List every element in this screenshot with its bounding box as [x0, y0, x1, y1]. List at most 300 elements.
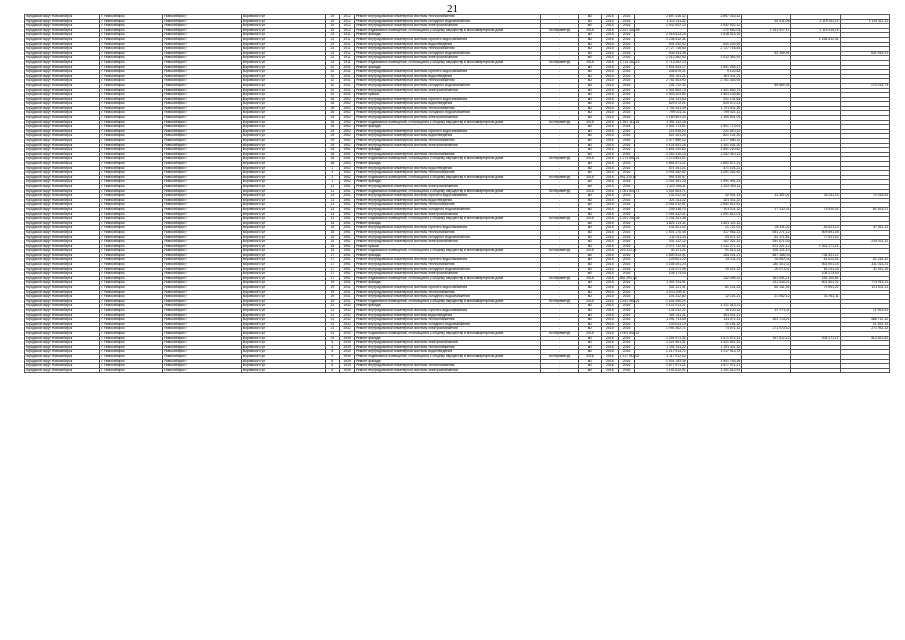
table-cell: 1951: [340, 207, 355, 212]
table-cell: Воровского ул: [241, 217, 325, 222]
table-cell: м2: [578, 327, 601, 332]
table-cell: м2: [578, 74, 601, 79]
table-cell: 1931: [340, 65, 355, 70]
table-cell: по периметру: [541, 217, 579, 222]
table-cell: городской округ Новосибирск: [25, 42, 100, 47]
table-cell: 41 011,14: [791, 194, 840, 199]
table-cell: Ремонт внутридомовой инженерной системы водоотведения: [354, 134, 540, 139]
table-cell: 19: [325, 290, 340, 295]
table-cell: 29 311,22: [742, 226, 791, 231]
table-cell: городской округ Новосибирск: [25, 336, 100, 341]
table-cell: м2: [578, 322, 601, 327]
table-cell: -: [541, 171, 579, 176]
table-cell: 1 002 171,21: [791, 244, 840, 249]
table-cell: м2: [578, 15, 601, 20]
table-cell: м2: [578, 359, 601, 364]
table-cell: Воровского ул: [241, 198, 325, 203]
table-cell: Ремонт фасада: [354, 148, 540, 153]
table-cell: 235 675,21: [635, 70, 687, 75]
table-cell: 26: [325, 125, 340, 130]
table-cell: 2015: [601, 258, 618, 263]
table-cell: 2015: [578, 276, 601, 281]
table-cell: Воровского ул: [241, 368, 325, 373]
table-cell: 32: [325, 74, 340, 79]
table-cell: Новосибирск г: [163, 258, 242, 263]
table-cell: -: [541, 345, 579, 350]
table-cell: г. Новосибирск: [100, 235, 163, 240]
table-cell: г. Новосибирск: [100, 226, 163, 231]
table-cell: городской округ Новосибирск: [25, 129, 100, 134]
table-cell: 531 232,92: [687, 42, 741, 47]
table-cell: 2015: [578, 189, 601, 194]
table-cell: 2016: [618, 226, 635, 231]
table-cell: 2016: [618, 230, 635, 235]
table-cell: Воровского ул: [241, 290, 325, 295]
table-cell: 52 171,51: [742, 235, 791, 240]
table-cell: 1931: [340, 83, 355, 88]
table-cell: 1 901 753,39: [687, 359, 741, 364]
table-cell: 1952: [340, 134, 355, 139]
table-cell: 1 119 311,12: [840, 19, 889, 24]
table-cell: 101 211,12: [687, 207, 741, 212]
table-cell: 221 510,23: [687, 129, 741, 134]
table-cell: г. Новосибирск: [100, 345, 163, 350]
table-cell: 1911: [340, 33, 355, 38]
table-cell: г. Новосибирск: [100, 15, 163, 20]
table-cell: Воровского ул: [241, 354, 325, 359]
table-cell: 15: [325, 235, 340, 240]
table-cell: 29: [325, 139, 340, 144]
table-cell: 2016: [618, 134, 635, 139]
table-cell: 2015: [601, 253, 618, 258]
table-cell: 1 121 013,21: [635, 304, 687, 309]
table-cell: 2016: [618, 143, 635, 148]
table-cell: городской округ Новосибирск: [25, 184, 100, 189]
table-cell: Ремонт фасада: [354, 281, 540, 286]
table-cell: 1912: [340, 19, 355, 24]
table-cell: м2: [578, 102, 601, 107]
table-cell: Новосибирск г: [163, 97, 242, 102]
table-cell: г. Новосибирск: [100, 359, 163, 364]
table-cell: 2 918 513,19: [635, 33, 687, 38]
table-cell: 773 914,11: [840, 281, 889, 286]
table-cell: -: [541, 272, 579, 277]
table-cell: 2 091 012,51: [687, 203, 741, 208]
table-cell: 2015: [601, 240, 618, 245]
table-cell: 1951: [340, 221, 355, 226]
table-cell: Ремонт фасада: [354, 359, 540, 364]
table-cell: 2015: [578, 120, 601, 125]
table-cell: 1 121 013,21: [687, 304, 741, 309]
table-cell: Воровского ул: [241, 24, 325, 29]
table-cell: 131 071,05: [635, 267, 687, 272]
table-cell: Ремонт фасада: [354, 180, 540, 185]
table-cell: 1 901 533,17: [635, 65, 687, 70]
table-cell: -: [541, 102, 579, 107]
table-cell: Ремонт фасада: [354, 162, 540, 167]
table-cell: Ремонт внутридомовой инженерной системы холодного водоснабжения: [354, 322, 540, 327]
table-cell: -: [541, 235, 579, 240]
table-cell: 17: [325, 253, 340, 258]
table-cell: 1951: [340, 157, 355, 162]
table-cell: Ремонт внутридомовой инженерной системы теплоснабжения: [354, 171, 540, 176]
table-cell: 2016: [618, 244, 635, 249]
table-cell: Воровского ул: [241, 331, 325, 336]
table-cell: Воровского ул: [241, 166, 325, 171]
table-cell: Новосибирск г: [163, 166, 242, 171]
table-cell: [742, 368, 791, 373]
table-cell: 21: [325, 331, 340, 336]
table-cell: -: [541, 15, 579, 20]
table-cell: 1 160 501,03: [687, 116, 741, 121]
table-cell: 2 751 303,93: [635, 79, 687, 84]
table-cell: -: [541, 240, 579, 245]
table-cell: городской округ Новосибирск: [25, 74, 100, 79]
table-cell: -: [541, 258, 579, 263]
table-cell: г. Новосибирск: [100, 295, 163, 300]
table-cell: Ремонт внутридомовой инженерной системы теплоснабжения: [354, 106, 540, 111]
table-body: [25, 15, 890, 373]
table-cell: 19 211,21: [687, 258, 741, 263]
table-cell: 1951: [340, 194, 355, 199]
table-cell: городской округ Новосибирск: [25, 120, 100, 125]
table-cell: 1 691 220,62: [635, 148, 687, 153]
table-cell: 1951: [340, 198, 355, 203]
table-cell: 21: [325, 318, 340, 323]
table-cell: м2: [578, 93, 601, 98]
table-cell: Ремонт внутридомовой инженерной системы водоотведения: [354, 42, 540, 47]
table-cell: 2 071 712,52: [635, 244, 687, 249]
table-cell: Новосибирск г: [163, 226, 242, 231]
table-cell: городской округ Новосибирск: [25, 88, 100, 93]
table-cell: Воровского ул: [241, 180, 325, 185]
table-cell: м2: [578, 253, 601, 258]
table-cell: Новосибирск г: [163, 368, 242, 373]
table-cell: -: [541, 74, 579, 79]
table-cell: 991 310,97: [619, 174, 637, 179]
table-cell: Ремонт внутридомовой инженерной системы электроснабжения: [354, 56, 540, 61]
table-cell: городской округ Новосибирск: [25, 33, 100, 38]
table-cell: г. Новосибирск: [100, 60, 163, 65]
table-cell: Новосибирск г: [163, 93, 242, 98]
table-cell: м2: [578, 79, 601, 84]
table-cell: 131 071,11: [687, 318, 741, 323]
table-cell: Воровского ул: [241, 359, 325, 364]
table-cell: 1 391 112,15: [619, 119, 640, 124]
table-cell: Ремонт подвальных помещений, относящихся к общему имуществу в многоквартирном доме: [354, 60, 540, 65]
table-cell: Ремонт внутридомовой инженерной системы горячего водоснабжения: [354, 97, 540, 102]
table-cell: г. Новосибирск: [100, 33, 163, 38]
table-cell: г. Новосибирск: [100, 19, 163, 24]
table-cell: 2016: [618, 207, 635, 212]
table-cell: -: [541, 24, 579, 29]
table-cell: 2015: [601, 194, 618, 199]
table-row: [25, 368, 890, 373]
table-cell: 2016: [618, 322, 635, 327]
table-cell: 471 101,21: [687, 166, 741, 171]
table-cell: 301 011,21: [687, 313, 741, 318]
table-cell: Новосибирск г: [163, 134, 242, 139]
table-cell: м2: [578, 207, 601, 212]
table-cell: 2016: [618, 152, 635, 157]
table-cell: Ремонт подвальных помещений, относящихся к общему имуществу в многоквартирном доме: [354, 276, 540, 281]
table-cell: городской округ Новосибирск: [25, 70, 100, 75]
table-cell: 2015: [601, 15, 618, 20]
table-cell: Воровского ул: [241, 207, 325, 212]
table-cell: 13: [325, 194, 340, 199]
table-cell: 2015: [601, 24, 618, 29]
table-cell: 1952: [340, 143, 355, 148]
table-cell: Новосибирск г: [163, 276, 242, 281]
table-cell: 1 101 531,20: [635, 143, 687, 148]
table-cell: -: [541, 281, 579, 286]
table-cell: 13: [325, 207, 340, 212]
table-cell: 1 600 513,01: [635, 253, 687, 258]
table-cell: м2: [578, 318, 601, 323]
table-cell: Воровского ул: [241, 318, 325, 323]
table-cell: 1931: [340, 290, 355, 295]
table-cell: Воровского ул: [241, 37, 325, 42]
table-cell: м2: [578, 65, 601, 70]
table-cell: 1951: [340, 240, 355, 245]
table-cell: Ремонт внутридомовой инженерной системы электроснабжения: [354, 116, 540, 121]
table-cell: 531 232,92: [635, 42, 687, 47]
table-cell: городской округ Новосибирск: [25, 267, 100, 272]
table-cell: м2: [578, 230, 601, 235]
table-cell: 2015: [601, 83, 618, 88]
table-cell: 1939: [340, 359, 355, 364]
table-cell: 2016: [601, 157, 618, 162]
table-cell: 1952: [340, 125, 355, 130]
table-cell: 2015: [601, 203, 618, 208]
table-cell: -: [541, 125, 579, 130]
table-cell: 1 713 202,13: [635, 60, 687, 65]
table-cell: 17: [325, 276, 340, 281]
table-cell: г. Новосибирск: [100, 263, 163, 268]
table-cell: г. Новосибирск: [100, 139, 163, 144]
table-cell: Воровского ул: [241, 143, 325, 148]
table-cell: г. Новосибирск: [100, 194, 163, 199]
table-cell: Новосибирск г: [163, 212, 242, 217]
table-cell: Новосибирск г: [163, 240, 242, 245]
table-cell: 2015: [601, 313, 618, 318]
table-cell: 19: [325, 28, 340, 33]
table-cell: г. Новосибирск: [100, 65, 163, 70]
table-cell: 2016: [618, 70, 635, 75]
table-cell: Ремонт внутридомовой инженерной системы горячего водоснабжения: [354, 70, 540, 75]
table-cell: Воровского ул: [241, 120, 325, 125]
table-cell: Воровского ул: [241, 304, 325, 309]
table-cell: по периметру: [541, 28, 579, 33]
table-cell: 2015: [578, 249, 601, 254]
table-cell: Ремонт подвальных помещений, относящихся к общему имуществу в многоквартирном доме: [354, 189, 540, 194]
table-cell: 1952: [340, 116, 355, 121]
table-cell: г. Новосибирск: [100, 175, 163, 180]
table-cell: 19: [325, 281, 340, 286]
table-cell: 1 713 202,13: [619, 59, 640, 64]
table-cell: 1 477 580,12: [635, 139, 687, 144]
table-cell: 1952: [340, 111, 355, 116]
table-cell: Ремонт фасада: [354, 65, 540, 70]
table-cell: Новосибирск г: [163, 341, 242, 346]
table-cell: Новосибирск г: [163, 148, 242, 153]
table-cell: -: [541, 230, 579, 235]
table-cell: Ремонт внутридомовой инженерной системы теплоснабжения: [354, 47, 540, 52]
table-cell: 2016: [618, 304, 635, 309]
table-cell: 131 012,32: [635, 194, 687, 199]
table-cell: -: [541, 359, 579, 364]
table-cell: 26: [325, 120, 340, 125]
table-cell: -: [541, 184, 579, 189]
table-cell: м2: [578, 180, 601, 185]
table-cell: 2016: [618, 341, 635, 346]
table-cell: -: [541, 70, 579, 75]
table-cell: 1 531 990,21: [635, 299, 687, 304]
table-cell: 2016: [601, 345, 618, 350]
table-cell: 1 091 332,52: [635, 171, 687, 176]
table-cell: Воровского ул: [241, 15, 325, 20]
table-cell: 6: [325, 368, 340, 373]
table-cell: 1932: [340, 318, 355, 323]
table-cell: Ремонт подвальных помещений, относящихся к общему имуществу в многоквартирном доме: [354, 120, 540, 125]
table-cell: г. Новосибирск: [100, 166, 163, 171]
table-cell: 19: [325, 24, 340, 29]
table-cell: 1 291 711,53: [635, 318, 687, 323]
table-cell: Новосибирск г: [163, 221, 242, 226]
table-cell: 211 011,33: [635, 235, 687, 240]
table-cell: 5: [325, 341, 340, 346]
table-cell: Воровского ул: [241, 221, 325, 226]
table-cell: -: [541, 295, 579, 300]
table-cell: 1932: [340, 327, 355, 332]
table-cell: Новосибирск г: [163, 83, 242, 88]
table-cell: Новосибирск г: [163, 313, 242, 318]
table-cell: 1912: [340, 15, 355, 20]
table-cell: 1 291 071,32: [635, 336, 687, 341]
table-cell: 2016: [618, 290, 635, 295]
table-cell: городской округ Новосибирск: [25, 350, 100, 355]
table-cell: 231 030,21: [742, 281, 791, 286]
table-cell: Воровского ул: [241, 139, 325, 144]
table-cell: 21 721,01: [687, 226, 741, 231]
table-cell: м2: [578, 272, 601, 277]
table-cell: 21 082,12: [742, 295, 791, 300]
table-cell: Новосибирск г: [163, 129, 242, 134]
table-cell: 2016: [618, 235, 635, 240]
table-cell: г. Новосибирск: [100, 336, 163, 341]
table-cell: Новосибирск г: [163, 106, 242, 111]
table-cell: 2015: [601, 327, 618, 332]
table-cell: Ремонт внутридомовой инженерной системы холодного водоснабжения: [354, 267, 540, 272]
table-cell: Воровского ул: [241, 79, 325, 84]
table-cell: 321 311,22: [687, 198, 741, 203]
table-cell: Новосибирск г: [163, 180, 242, 185]
table-cell: 2015: [601, 70, 618, 75]
table-cell: городской округ Новосибирск: [25, 313, 100, 318]
table-cell: 1 891 571,21: [687, 162, 741, 167]
table-cell: 19: [325, 299, 340, 304]
table-cell: г. Новосибирск: [100, 198, 163, 203]
table-cell: 2015: [601, 244, 618, 249]
table-cell: Ремонт подвальных помещений, относящихся к общему имуществу в многоквартирном доме: [354, 331, 540, 336]
table-cell: 1951: [340, 217, 355, 222]
table-cell: 1 932 522,12: [687, 24, 741, 29]
table-cell: 2015: [578, 217, 601, 222]
table-cell: г. Новосибирск: [100, 304, 163, 309]
table-cell: г. Новосибирск: [100, 253, 163, 258]
table-cell: 28: [325, 157, 340, 162]
table-cell: г. Новосибирск: [100, 129, 163, 134]
table-cell: 2015: [601, 304, 618, 309]
table-cell: 2015: [578, 60, 601, 65]
table-cell: -: [541, 327, 579, 332]
table-cell: по периметру: [541, 189, 579, 194]
table-cell: 1 001 511,12: [619, 330, 640, 335]
table-cell: 1 091 332,52: [687, 171, 741, 176]
table-cell: Воровского ул: [241, 281, 325, 286]
table-cell: Ремонт внутридомовой инженерной системы холодного водоснабжения: [354, 83, 540, 88]
table-cell: 2 697 316,32: [635, 15, 687, 20]
table-cell: Новосибирск г: [163, 102, 242, 107]
table-cell: 62 411,09: [742, 19, 791, 24]
table-cell: -: [541, 65, 579, 70]
table-cell: 1 273 891,21: [635, 157, 687, 162]
table-cell: Новосибирск г: [163, 304, 242, 309]
table-cell: Ремонт внутридомовой инженерной системы электроснабжения: [354, 368, 540, 373]
table-cell: 271 911,12: [840, 327, 889, 332]
table-cell: 1 322 393,11: [635, 184, 687, 189]
table-cell: 2015: [578, 28, 601, 33]
table-cell: 17: [325, 267, 340, 272]
table-cell: 2015: [578, 157, 601, 162]
table-cell: Воровского ул: [241, 327, 325, 332]
table-cell: 1 391 112,15: [635, 120, 687, 125]
table-cell: м2: [578, 350, 601, 355]
table-cell: Новосибирск г: [163, 157, 242, 162]
table-cell: м2: [578, 37, 601, 42]
table-cell: 529 072,21: [687, 102, 741, 107]
table-cell: -: [541, 129, 579, 134]
table-cell: 2016: [618, 327, 635, 332]
table-cell: 1 091 512,01: [687, 212, 741, 217]
table-cell: 2015: [601, 263, 618, 268]
table-cell: 2016: [618, 198, 635, 203]
table-cell: Новосибирск г: [163, 345, 242, 350]
table-cell: Ремонт фасада: [354, 304, 540, 309]
table-cell: 1952: [340, 97, 355, 102]
table-cell: 1 701 511,39: [635, 106, 687, 111]
table-cell: м2: [578, 235, 601, 240]
table-cell: 2 727 716,53: [687, 47, 741, 52]
table-cell: 1952: [340, 180, 355, 185]
table-cell: 1 301 502,73: [687, 88, 741, 93]
table-cell: м2: [578, 116, 601, 121]
table-cell: 2016: [618, 79, 635, 84]
table-cell: г. Новосибирск: [100, 318, 163, 323]
table-cell: Новосибирск г: [163, 184, 242, 189]
table-cell: 1952: [340, 175, 355, 180]
table-cell: м2: [578, 341, 601, 346]
table-cell: 131 521,02: [635, 226, 687, 231]
table-cell: г. Новосибирск: [100, 364, 163, 369]
table-cell: 331 122,12: [635, 240, 687, 245]
table-cell: 103 013,13: [635, 322, 687, 327]
table-cell: городской округ Новосибирск: [25, 166, 100, 171]
table-cell: м2: [578, 240, 601, 245]
table-cell: 2016: [618, 184, 635, 189]
table-cell: 1951: [340, 235, 355, 240]
table-cell: 21: [325, 327, 340, 332]
